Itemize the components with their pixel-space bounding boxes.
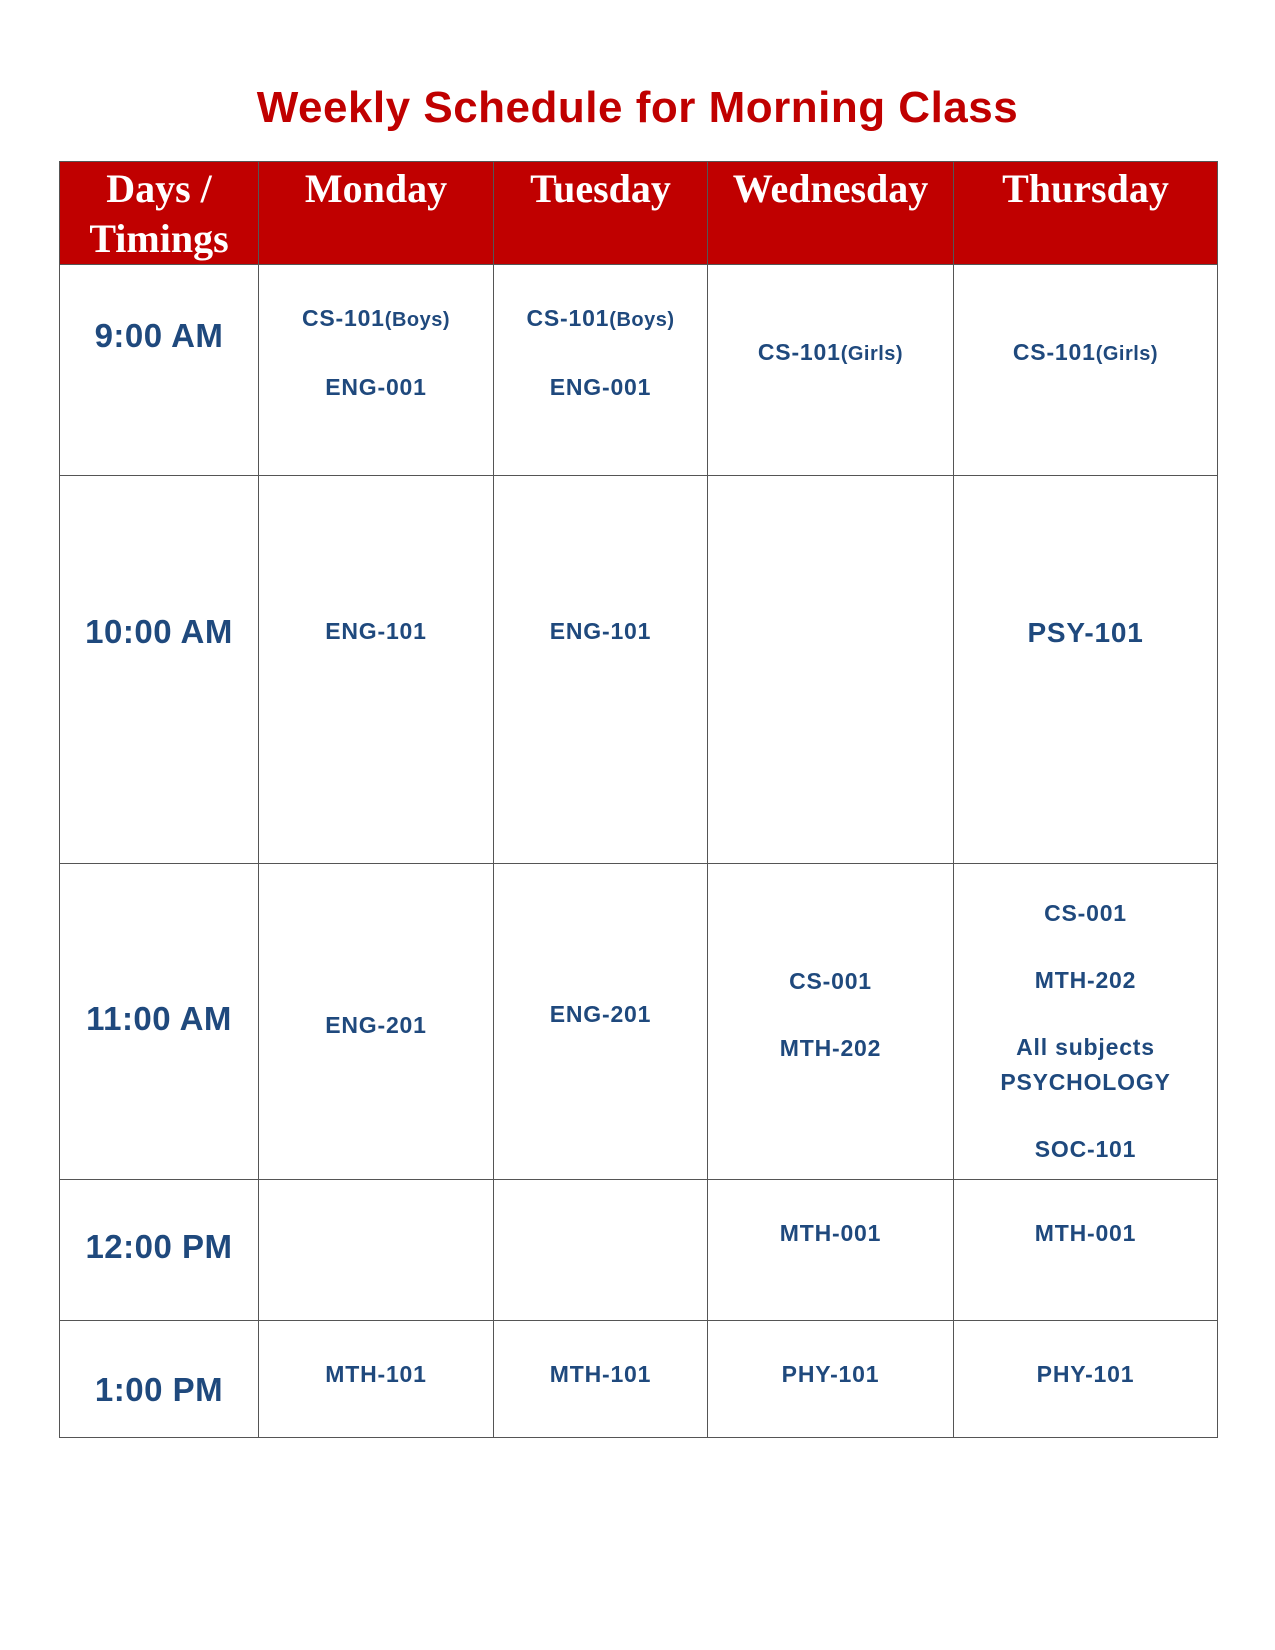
header-corner-line1: Days /	[106, 166, 212, 211]
schedule-cell-tuesday	[494, 476, 708, 864]
header-row	[60, 162, 1218, 265]
table-row	[60, 1321, 1218, 1438]
time-label: 10:00 AM	[85, 613, 233, 650]
course-entry: ENG-101	[549, 618, 652, 644]
course-entry: CS-101(Boys)	[301, 305, 451, 331]
schedule-cell-monday	[259, 265, 494, 476]
header-thursday: Thursday	[954, 162, 1218, 265]
time-label: 12:00 PM	[85, 1228, 233, 1265]
course-entry: MTH-001	[779, 1220, 882, 1246]
course-entry: ENG-201	[325, 1012, 427, 1038]
course-entry: All subjects	[1016, 1034, 1155, 1060]
header-corner-line2: Timings	[89, 216, 229, 261]
course-entry: PSY-101	[1027, 617, 1144, 648]
schedule-cell-wednesday	[708, 265, 954, 476]
schedule-cell-wednesday	[708, 1180, 954, 1321]
schedule-cell-monday	[259, 1321, 494, 1438]
course-entry: MTH-101	[325, 1361, 427, 1387]
course-entry: CS-101(Boys)	[526, 305, 675, 331]
course-entry: MTH-202	[1034, 967, 1137, 993]
header-tuesday: Tuesday	[494, 162, 708, 265]
schedule-cell-wednesday	[708, 476, 954, 864]
table-row	[60, 864, 1218, 1180]
schedule-cell-tuesday	[494, 265, 708, 476]
header-monday: Monday	[259, 162, 494, 265]
schedule-cell-tuesday	[494, 1321, 708, 1438]
schedule-cell-wednesday	[708, 864, 954, 1180]
page-title: Weekly Schedule for Morning Class	[256, 83, 1019, 132]
course-entry: ENG-101	[325, 618, 427, 644]
schedule-cell-monday	[259, 1180, 494, 1321]
course-entry: CS-101(Girls)	[757, 339, 904, 365]
header-days-timings	[60, 162, 259, 265]
time-cell	[60, 1180, 259, 1321]
course-entry: ENG-201	[549, 1001, 652, 1027]
course-entry: PHY-101	[1036, 1361, 1135, 1387]
time-label: 1:00 PM	[94, 1371, 224, 1408]
course-entry: PSYCHOLOGY	[1000, 1069, 1171, 1095]
course-entry: CS-101(Girls)	[1012, 339, 1159, 365]
time-cell	[60, 265, 259, 476]
schedule-cell-thursday	[954, 864, 1218, 1180]
course-entry: CS-001	[1044, 900, 1127, 926]
header-wednesday: Wednesday	[708, 162, 954, 265]
schedule-cell-thursday	[954, 1321, 1218, 1438]
schedule-cell-wednesday	[708, 1321, 954, 1438]
course-entry: SOC-101	[1034, 1136, 1137, 1162]
course-entry: PHY-101	[781, 1361, 880, 1387]
schedule-cell-thursday	[954, 1180, 1218, 1321]
time-label: 11:00 AM	[86, 1000, 232, 1037]
time-cell	[60, 476, 259, 864]
course-entry: ENG-001	[325, 374, 427, 400]
time-cell	[60, 864, 259, 1180]
schedule-cell-thursday	[954, 265, 1218, 476]
time-cell	[60, 1321, 259, 1438]
table-row	[60, 476, 1218, 864]
course-entry: MTH-202	[779, 1035, 882, 1061]
course-entry: MTH-001	[1034, 1220, 1137, 1246]
table-row	[60, 265, 1218, 476]
schedule-cell-tuesday	[494, 864, 708, 1180]
schedule-cell-tuesday	[494, 1180, 708, 1321]
time-label: 9:00 AM	[94, 317, 224, 354]
schedule-cell-monday	[259, 864, 494, 1180]
course-entry: MTH-101	[549, 1361, 652, 1387]
schedule-cell-monday	[259, 476, 494, 864]
course-entry: ENG-001	[549, 374, 652, 400]
schedule-table	[59, 161, 1218, 1438]
schedule-cell-thursday	[954, 476, 1218, 864]
table-row	[60, 1180, 1218, 1321]
course-entry: CS-001	[789, 968, 872, 994]
